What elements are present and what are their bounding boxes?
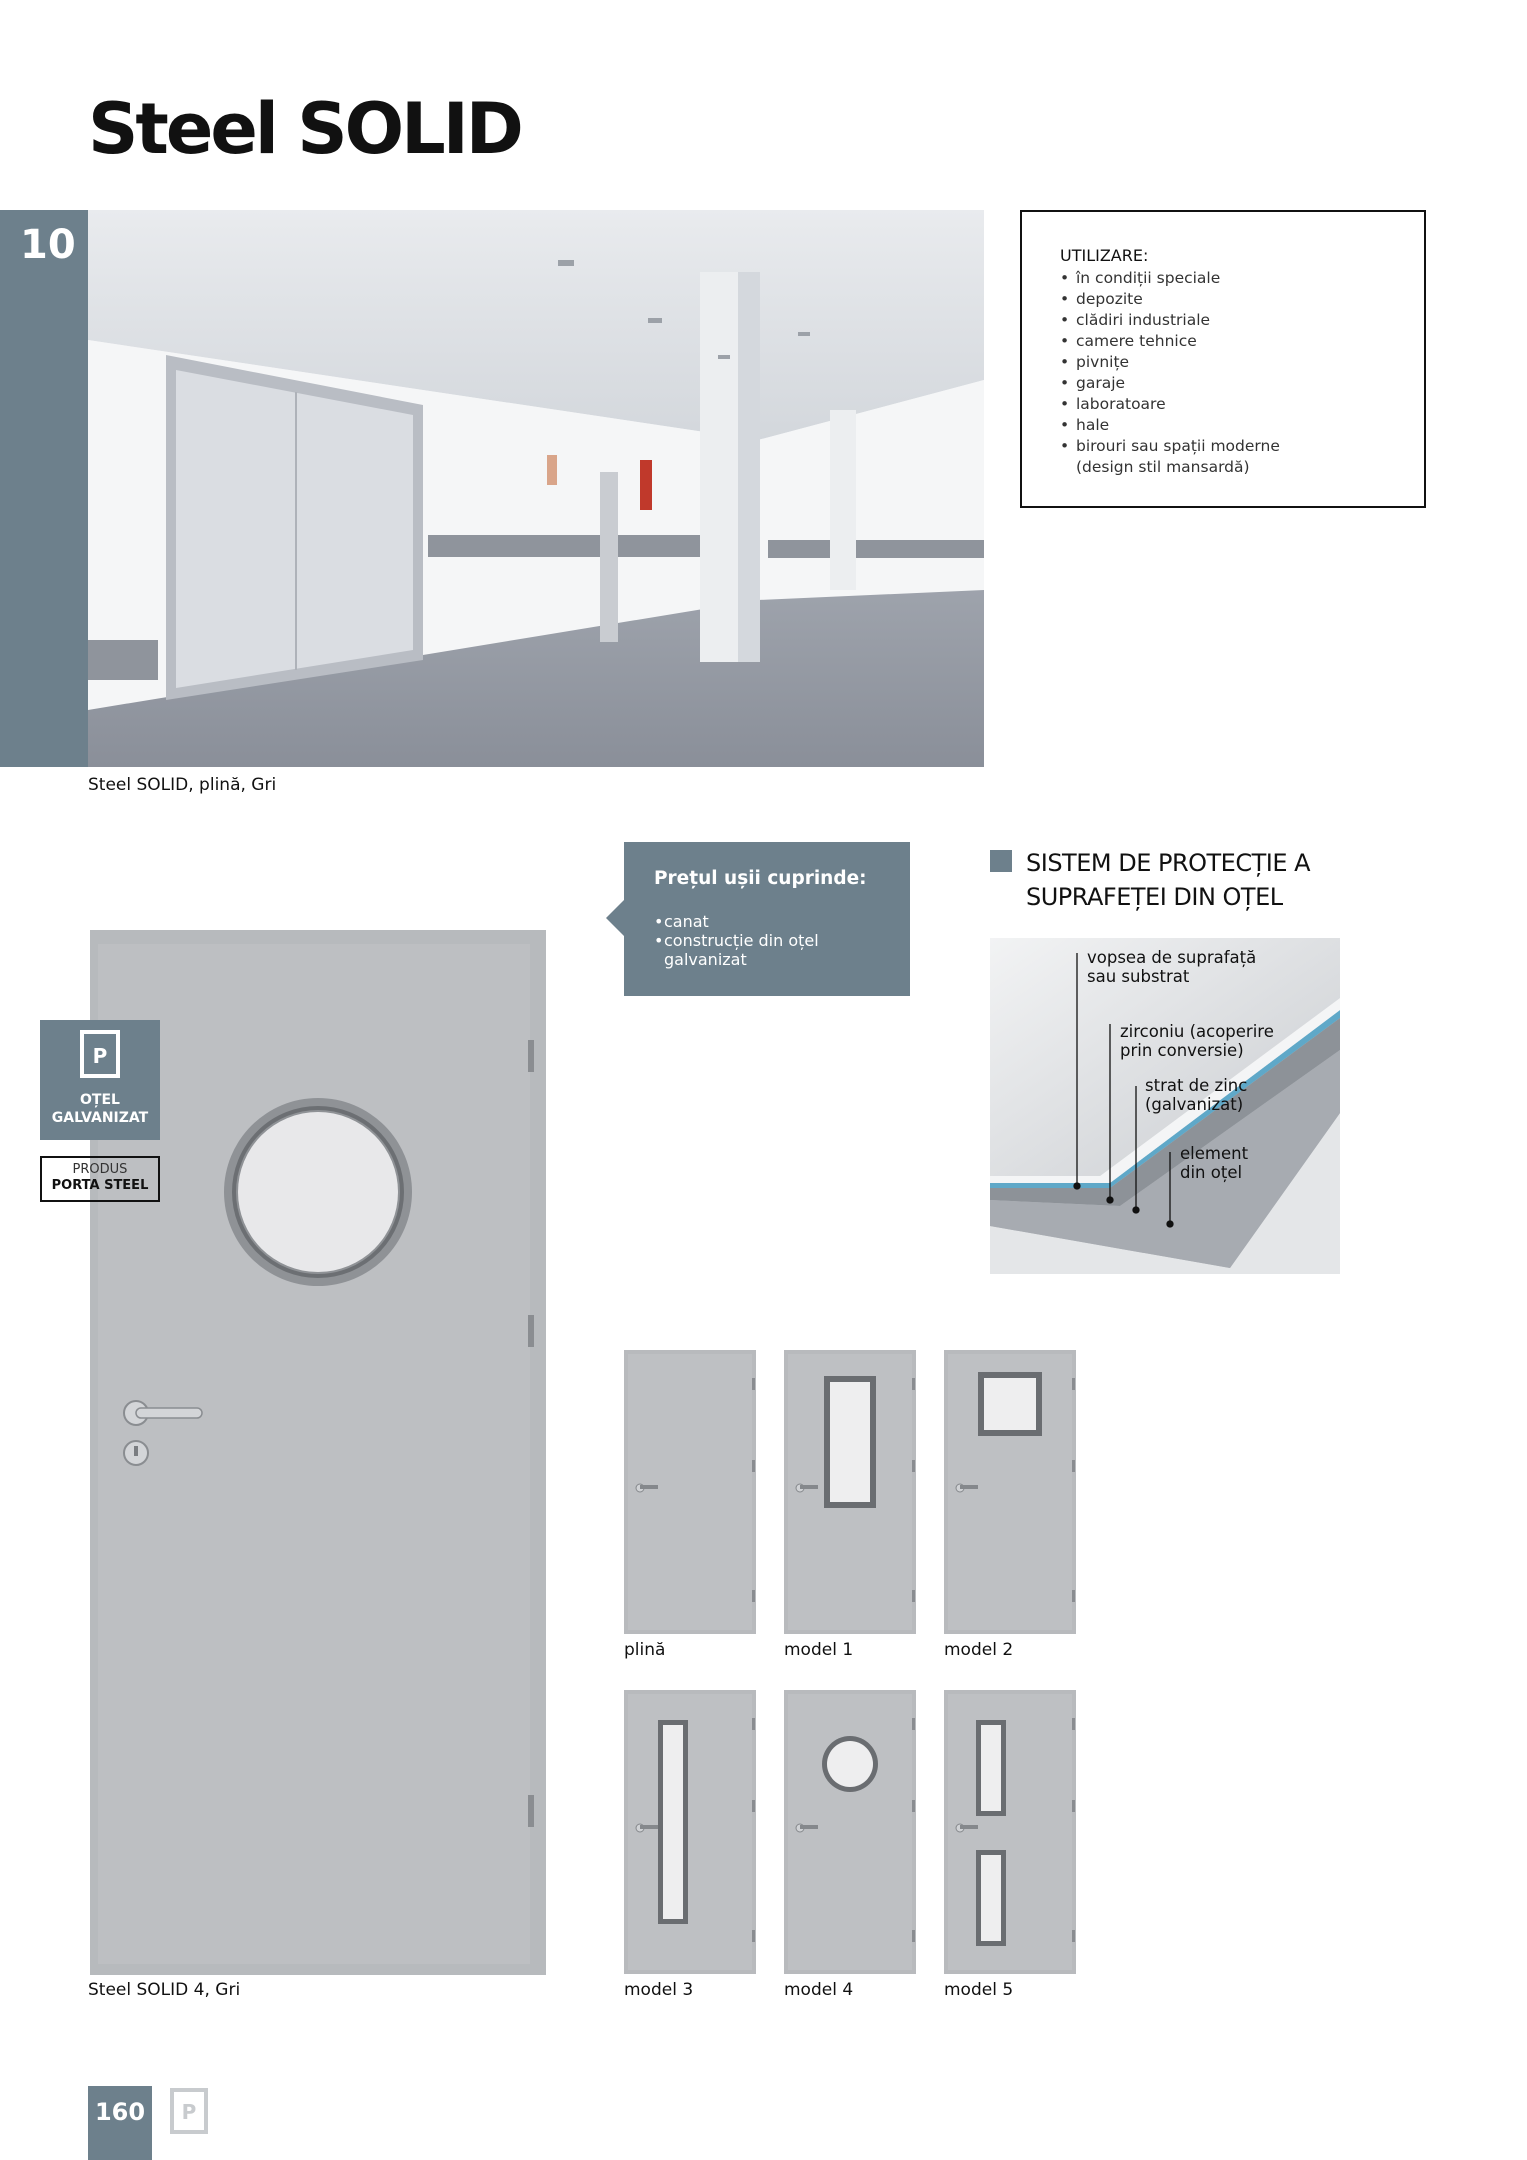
price-title: Prețul ușii cuprinde: <box>654 868 867 889</box>
list-item-continuation: galvanizat <box>664 950 747 969</box>
layer-label-zirconium <box>1120 1022 1274 1060</box>
corridor-illustration <box>88 210 984 767</box>
footer-logo-graphic <box>170 2088 208 2134</box>
layer-label-line: strat de zinc <box>1145 1076 1248 1095</box>
layer-label-line: zirconiu (acoperire <box>1120 1022 1274 1041</box>
model-thumbnail-model-5 <box>944 1690 1076 1974</box>
model-label: model 1 <box>784 1640 854 1660</box>
protection-title <box>1026 846 1310 914</box>
usage-list <box>1060 268 1280 478</box>
list-item: • canat <box>654 912 819 931</box>
layer-label-paint <box>1087 948 1256 986</box>
door-model-1-illustration <box>784 1350 916 1634</box>
material-badge <box>40 1020 160 1140</box>
page-title: Steel SOLID <box>88 88 521 170</box>
list-item-continuation: (design stil mansardă) <box>1076 458 1250 476</box>
badge-line: GALVANIZAT <box>51 1110 149 1126</box>
model-label: model 3 <box>624 1980 694 2000</box>
list-item: • pivnițe <box>1060 352 1280 373</box>
layer-diagram <box>990 938 1340 1274</box>
main-door-caption: Steel SOLID 4, Gri <box>88 1980 241 2000</box>
list-item: • hale <box>1060 415 1280 436</box>
list-item: • clădiri industriale <box>1060 310 1280 331</box>
protection-title-line2: SUPRAFEȚEI DIN OȚEL <box>1026 883 1283 911</box>
model-label: model 2 <box>944 1640 1014 1660</box>
layer-label-steel <box>1180 1144 1248 1182</box>
layer-label-line: (galvanizat) <box>1145 1095 1244 1114</box>
list-item: • în condiții speciale <box>1060 268 1280 289</box>
layer-label-line: din oțel <box>1180 1163 1243 1182</box>
list-item: • laboratoare <box>1060 394 1280 415</box>
material-badge-text <box>40 1091 160 1127</box>
layer-label-line: element <box>1180 1144 1249 1163</box>
door-model-4-illustration <box>784 1690 916 1974</box>
model-thumbnail-model-3 <box>624 1690 756 1974</box>
list-item: • garaje <box>1060 373 1280 394</box>
layer-label-line: vopsea de suprafață <box>1087 948 1257 967</box>
hero-caption: Steel SOLID, plină, Gri <box>88 775 277 795</box>
price-box <box>624 842 910 996</box>
badge-line: OȚEL <box>80 1092 120 1108</box>
svg-text:P: P <box>92 1044 108 1068</box>
product-badge <box>40 1156 160 1202</box>
layer-label-line: sau substrat <box>1087 967 1190 986</box>
model-label: model 4 <box>784 1980 854 2000</box>
section-marker <box>990 850 1012 872</box>
door-model-5-illustration <box>944 1690 1076 1974</box>
door-model-2-illustration <box>944 1350 1076 1634</box>
price-list <box>654 912 819 969</box>
svg-text:P: P <box>181 2100 197 2124</box>
layer-label-line: prin conversie) <box>1120 1041 1244 1060</box>
price-box-pointer <box>606 900 624 936</box>
list-item: • depozite <box>1060 289 1280 310</box>
door-plain-illustration <box>624 1350 756 1634</box>
porta-logo-icon <box>170 2088 208 2134</box>
list-item <box>654 931 819 969</box>
badge-line: PORTA STEEL <box>51 1178 149 1193</box>
usage-title: UTILIZARE: <box>1060 246 1149 265</box>
list-item-text: construcție din oțel <box>664 931 819 950</box>
layer-label-zinc <box>1145 1076 1247 1114</box>
page-number: 160 <box>88 2086 152 2160</box>
usage-box <box>1020 210 1426 508</box>
chapter-number: 10 <box>20 222 76 268</box>
list-item-text: birouri sau spații moderne <box>1076 437 1280 455</box>
model-label: model 5 <box>944 1980 1014 2000</box>
list-item <box>1060 436 1280 478</box>
badge-line: PRODUS <box>72 1162 128 1177</box>
protection-title-line1: SISTEM DE PROTECȚIE A <box>1026 849 1311 877</box>
hero-photo <box>88 210 984 767</box>
model-thumbnail-plina <box>624 1350 756 1634</box>
model-thumbnail-model-4 <box>784 1690 916 1974</box>
list-item: • camere tehnice <box>1060 331 1280 352</box>
model-thumbnail-model-2 <box>944 1350 1076 1634</box>
door-model-3-illustration <box>624 1690 756 1974</box>
chapter-sidebar <box>0 210 88 767</box>
model-thumbnail-model-1 <box>784 1350 916 1634</box>
model-label: plină <box>624 1640 666 1660</box>
